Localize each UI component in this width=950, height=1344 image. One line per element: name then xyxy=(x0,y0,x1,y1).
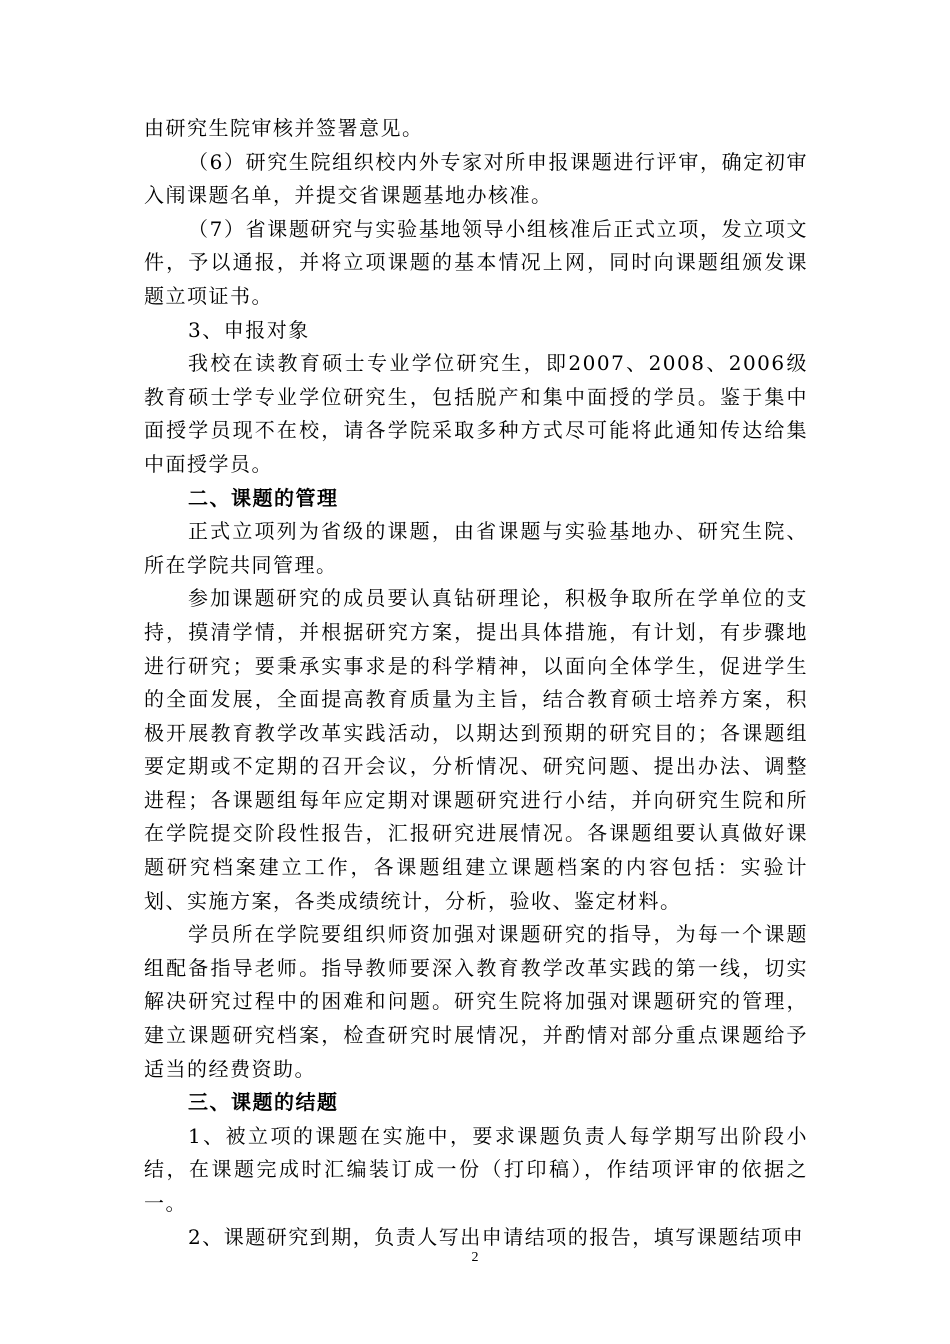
paragraph-review-sign: 由研究生院审核并签署意见。 xyxy=(144,116,424,140)
section-heading-management: 二、课题的管理 xyxy=(188,485,339,510)
paragraph-applicants: 我校在读教育硕士专业学位研究生，即2007、2008、2006级教育硕士学专业学位研究生，包括脱产和集中面授的学员。鉴于集中面授学员现不在校，请各学院采取多种方式尽可能将此通知传达给集中面授学员。 xyxy=(144,351,808,476)
document-page xyxy=(144,112,808,1254)
paragraph-guidance: 学员所在学院要组织师资加强对课题研究的指导，为每一个课题组配备指导老师。指导教师要深入教育教学改革实践的第一线，切实解决研究过程中的困难和问题。研究生院将加强对课题研究的管理，建立课题研究档案，检查研究时展情况，并酌情对部分重点课题给予适当的经费资助。 xyxy=(144,922,808,1081)
subheading-applicants: 3、申报对象 xyxy=(188,317,310,342)
paragraph-management-joint: 正式立项列为省级的课题，由省课题与实验基地办、研究生院、所在学院共同管理。 xyxy=(144,519,808,577)
paragraph-conclusion-report: 2、课题研究到期，负责人写出申请结项的报告，填写课题结项申 xyxy=(188,1224,805,1249)
paragraph-approval-project: （7）省课题研究与实验基地领导小组核准后正式立项，发立项文件，予以通报，并将立项课题的基本情况上网，同时向课题组颁发课题立项证书。 xyxy=(144,216,808,308)
section-heading-conclusion: 三、课题的结题 xyxy=(188,1090,339,1115)
paragraph-expert-review: （6）研究生院组织校内外专家对所申报课题进行评审，确定初审入闱课题名单，并提交省课题基地办核准。 xyxy=(144,149,808,208)
paragraph-stage-summary: 1、被立项的课题在实施中，要求课题负责人每学期写出阶段小结，在课题完成时汇编装订成一份（打印稿），作结项评审的依据之一。 xyxy=(144,1123,808,1215)
page-number: 2 xyxy=(471,1250,479,1265)
paragraph-member-duties: 参加课题研究的成员要认真钻研理论，积极争取所在学单位的支持，摸清学情，并根据研究方案，提出具体措施，有计划，有步骤地进行研究；要秉承实事求是的科学精神，以面向全体学生，促进学生的全面发展，全面提高教育质量为主旨，结合教育硕士培养方案，积极开展教育教学改革实践活动，以期达到预期的研究目的；各课题组要定期或不定期的召开会议，分析情况、研究问题、提出办法、调整进程；各课题组每年应定期对课题研究进行小结，并向研究生院和所在学院提交阶段性报告，汇报研究进展情况。各课题组要认真做好课题研究档案建立工作，各课题组建立课题档案的内容包括：实验计划、实施方案，各类成绩统计，分析，验收、鉴定材料。 xyxy=(144,586,808,913)
